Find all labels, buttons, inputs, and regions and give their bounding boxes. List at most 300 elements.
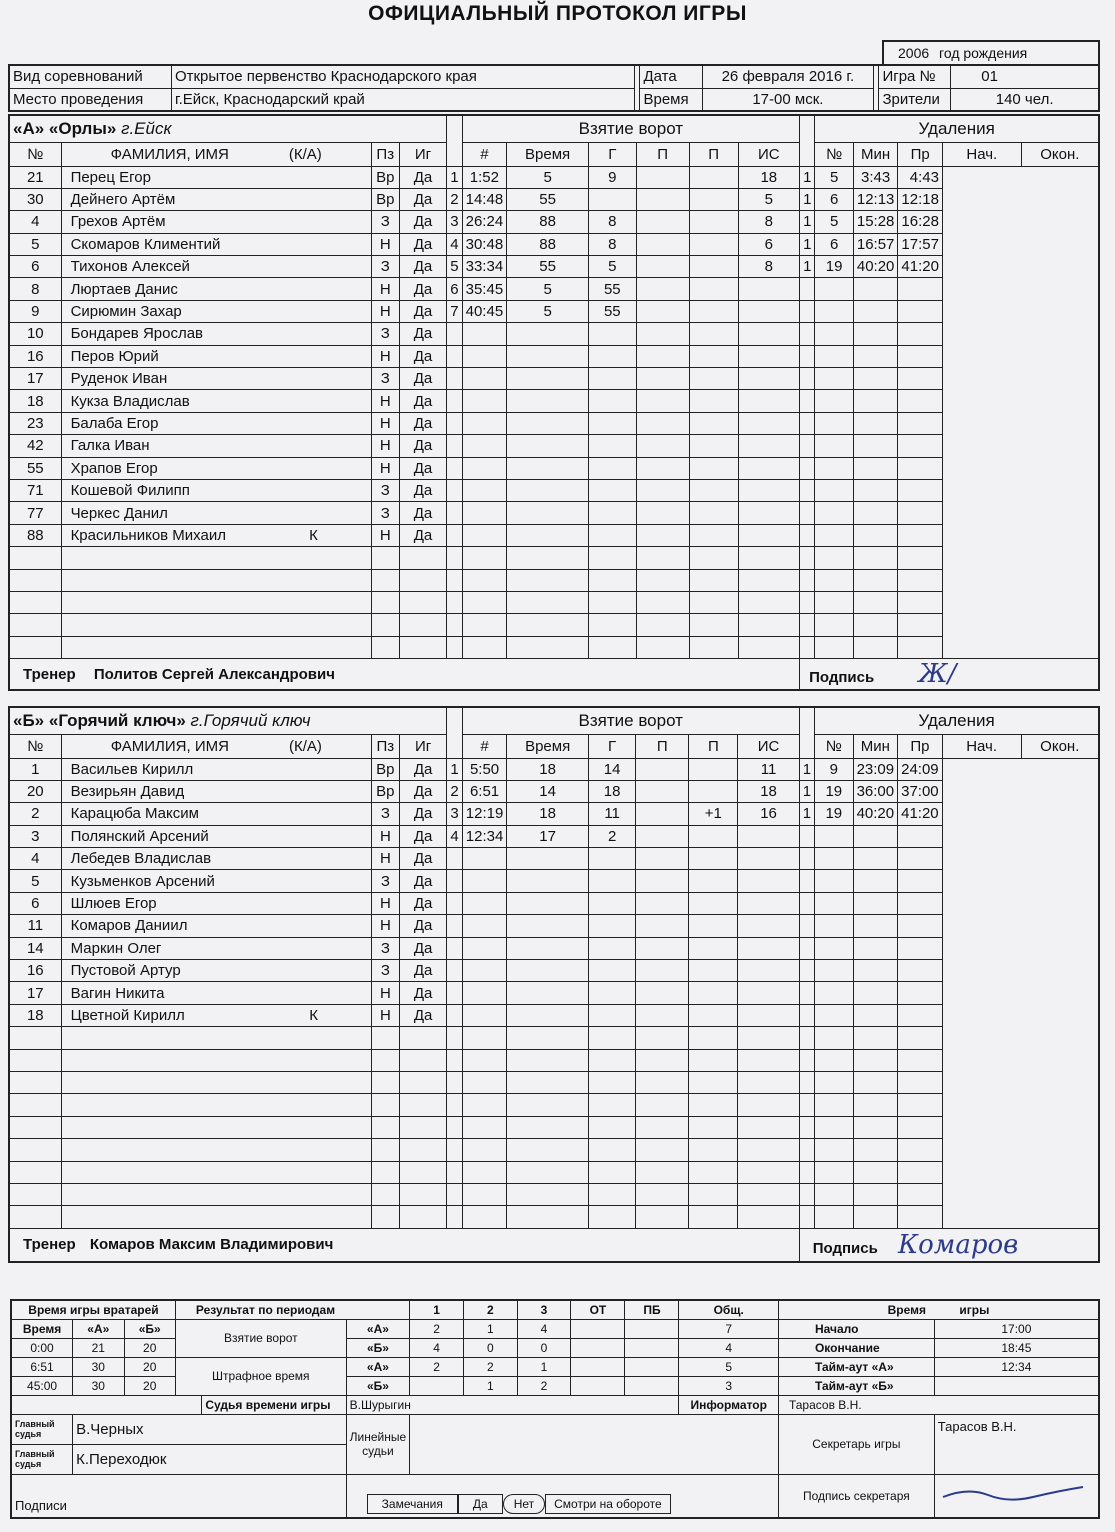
goal-is <box>689 547 738 569</box>
col-name-ka <box>61 734 371 758</box>
col-time: Время <box>507 734 589 758</box>
penalty-no <box>738 300 800 322</box>
team-a-prefix: «А» <box>13 118 45 138</box>
goal-is <box>689 780 738 802</box>
penalty-min <box>799 825 814 847</box>
goal-assist-2 <box>636 300 689 322</box>
penalty-reason <box>815 457 853 479</box>
header-table <box>8 64 1100 112</box>
player-no <box>9 591 61 613</box>
goal-num <box>447 960 462 982</box>
spacer <box>799 707 814 758</box>
penalty-start <box>853 502 898 524</box>
player-no: 55 <box>9 457 61 479</box>
player-played: Да <box>399 256 447 278</box>
table-row <box>9 848 1099 870</box>
player-no: 71 <box>9 479 61 501</box>
goal-assist-2 <box>636 1094 689 1116</box>
remarks-label: Замечания <box>367 1494 458 1514</box>
penalty-start <box>853 457 898 479</box>
player-pos <box>371 1094 399 1116</box>
game-time-label <box>778 1300 1099 1319</box>
penalty-no <box>738 848 799 870</box>
goal-is <box>689 569 738 591</box>
player-name <box>61 937 371 959</box>
goal-assist-1: 14 <box>588 758 635 780</box>
goal-time <box>462 960 507 982</box>
penalty-start <box>853 848 898 870</box>
player-no: 1 <box>9 758 61 780</box>
penalty-reason <box>815 1116 854 1138</box>
goal-num <box>447 435 462 457</box>
goal-time: 33:34 <box>462 256 507 278</box>
goal-time <box>462 502 507 524</box>
table-row <box>9 591 1099 613</box>
table-row <box>9 1139 1099 1161</box>
goal-assist-2 <box>636 614 689 636</box>
player-name <box>61 1183 371 1205</box>
informer-value: Тарасов В.Н. <box>778 1395 1099 1414</box>
goal-is <box>689 300 738 322</box>
goal-is <box>689 1027 738 1049</box>
player-played <box>399 1206 447 1228</box>
goal-assist-2 <box>636 345 689 367</box>
penalty-min <box>799 982 814 1004</box>
penalty-end <box>898 323 943 345</box>
player-name-text: Кукза Владислав <box>70 392 190 410</box>
penalty-min <box>799 1049 814 1071</box>
goal-num <box>447 390 462 412</box>
penalty-reason <box>815 435 853 457</box>
team-b-signature: Комаров <box>898 1229 1019 1260</box>
pen-a-ot <box>571 1357 625 1376</box>
penalty-end <box>898 412 943 434</box>
game-time-label-1: Время <box>887 1302 927 1317</box>
pen-b-2: 1 <box>463 1376 517 1395</box>
player-no: 6 <box>9 256 61 278</box>
player-pos: Н <box>371 457 399 479</box>
player-played: Да <box>399 435 447 457</box>
competition-value: Открытое первенство Краснодарского края <box>171 65 634 88</box>
table-row <box>9 256 1099 278</box>
penalty-start <box>853 614 898 636</box>
goal-assist-1 <box>589 479 637 501</box>
goal-time <box>462 982 507 1004</box>
goal-scorer: 5 <box>507 278 589 300</box>
goal-assist-2 <box>636 166 689 188</box>
goal-assist-2 <box>636 1004 689 1026</box>
penalty-min <box>800 412 815 434</box>
player-name-text: Комаров Даниил <box>70 917 188 935</box>
penalty-end <box>898 345 943 367</box>
player-no: 10 <box>9 323 61 345</box>
penalty-reason: 5 <box>815 166 853 188</box>
player-pos: Вр <box>371 758 399 780</box>
player-played <box>399 614 447 636</box>
start-label: Начало <box>778 1319 934 1338</box>
table-row <box>9 870 1099 892</box>
penalty-min <box>800 323 815 345</box>
goal-assist-1 <box>589 547 637 569</box>
player-no: 14 <box>9 937 61 959</box>
goal-assist-2 <box>636 188 689 210</box>
team-a-table <box>8 114 1100 691</box>
goal-time <box>462 1161 507 1183</box>
period-col-total: Общ. <box>679 1300 778 1319</box>
player-no: 88 <box>9 524 61 546</box>
penalty-no: 18 <box>738 780 799 802</box>
goal-num <box>447 892 462 914</box>
goal-is <box>689 1094 738 1116</box>
goal-assist-1 <box>589 323 637 345</box>
table-row <box>9 892 1099 914</box>
penalty-reason <box>815 614 853 636</box>
goal-is <box>689 1206 738 1228</box>
penalty-no <box>738 892 799 914</box>
penalty-reason <box>815 502 853 524</box>
player-pos <box>371 614 399 636</box>
goalie-row-1-b: 20 <box>124 1338 175 1357</box>
penalty-min: 1 <box>799 803 814 825</box>
goal-is <box>689 870 738 892</box>
player-name-text: Скомаров Климентий <box>70 235 221 253</box>
penalty-start: 36:00 <box>853 780 898 802</box>
player-no <box>9 614 61 636</box>
player-name-text: Васильев Кирилл <box>70 760 194 778</box>
player-played: Да <box>399 524 447 546</box>
penalty-reason <box>815 591 853 613</box>
goal-num <box>447 870 462 892</box>
col-end: Окон. <box>1021 734 1099 758</box>
goal-scorer <box>507 1161 589 1183</box>
goal-assist-1 <box>588 1027 635 1049</box>
col-end: Окон. <box>1021 142 1099 166</box>
player-no <box>9 1183 61 1205</box>
goal-assist-2 <box>636 1206 689 1228</box>
player-played: Да <box>399 848 447 870</box>
penalty-min <box>800 502 815 524</box>
player-played: Да <box>399 412 447 434</box>
player-name-text: Вагин Никита <box>70 984 165 1002</box>
goal-num: 7 <box>447 300 462 322</box>
penalty-start <box>853 278 898 300</box>
goal-is <box>689 1183 738 1205</box>
player-pos: Н <box>371 915 399 937</box>
goal-assist-1: 18 <box>588 780 635 802</box>
goal-num <box>447 1094 462 1116</box>
goal-time: 30:48 <box>462 233 507 255</box>
timeout-a-value: 12:34 <box>934 1357 1099 1376</box>
player-played <box>399 569 447 591</box>
player-played <box>399 1094 447 1116</box>
goal-assist-1 <box>588 1094 635 1116</box>
goal-scorer <box>507 915 589 937</box>
player-name <box>61 188 371 210</box>
goal-time <box>462 524 507 546</box>
goal-time: 14:48 <box>462 188 507 210</box>
penalty-end <box>898 1094 943 1116</box>
penalty-start <box>853 636 898 658</box>
goalie-row-2-b: 20 <box>124 1357 175 1376</box>
player-pos: Н <box>371 435 399 457</box>
team-b-short: «Б» <box>346 1376 410 1395</box>
goal-is <box>689 1049 738 1071</box>
player-played: Да <box>399 937 447 959</box>
player-name <box>61 780 371 802</box>
timekeeper-value: В.Шурыгин <box>346 1395 679 1414</box>
goal-time <box>462 457 507 479</box>
player-played: Да <box>399 390 447 412</box>
table-row <box>9 982 1099 1004</box>
goal-scorer <box>507 569 589 591</box>
goal-assist-2 <box>636 892 689 914</box>
team-b-city: г.Горячий ключ <box>190 710 311 730</box>
penalty-end <box>898 825 943 847</box>
player-played: Да <box>399 300 447 322</box>
player-pos: Н <box>371 982 399 1004</box>
goal-num <box>447 1161 462 1183</box>
penalty-no <box>738 591 800 613</box>
period-col-1: 1 <box>410 1300 464 1319</box>
goal-is <box>689 479 738 501</box>
team-a-city: г.Ейск <box>121 118 172 138</box>
goal-assist-1 <box>589 435 637 457</box>
penalty-start <box>853 479 898 501</box>
goal-assist-1 <box>588 1161 635 1183</box>
signatures-label: Подписи <box>11 1474 346 1518</box>
penalty-end <box>898 547 943 569</box>
col-reason: Пр <box>898 142 943 166</box>
player-name <box>61 547 371 569</box>
goal-assist-2 <box>636 547 689 569</box>
goal-is <box>689 188 738 210</box>
player-played <box>399 591 447 613</box>
penalty-end <box>898 569 943 591</box>
goal-time <box>462 636 507 658</box>
penalty-no <box>738 614 800 636</box>
team-b-name: «Горячий ключ» <box>48 710 186 730</box>
player-played <box>399 1116 447 1138</box>
goal-num: 4 <box>447 233 462 255</box>
penalty-start <box>853 1139 898 1161</box>
pen-b-ot <box>571 1376 625 1395</box>
spacer <box>447 115 462 166</box>
player-name <box>61 435 371 457</box>
goal-scorer: 18 <box>507 803 589 825</box>
goal-time: 5:50 <box>462 758 507 780</box>
goal-scorer: 55 <box>507 256 589 278</box>
penalty-reason <box>815 1004 854 1026</box>
goal-num <box>447 547 462 569</box>
period-col-3: 3 <box>517 1300 571 1319</box>
table-row <box>9 345 1099 367</box>
player-pos: Н <box>371 412 399 434</box>
goal-assist-1 <box>588 1049 635 1071</box>
goal-assist-2 <box>636 278 689 300</box>
goal-num <box>447 1071 462 1093</box>
penalty-start <box>853 915 898 937</box>
informer-label: Информатор <box>679 1395 778 1414</box>
penalty-start <box>853 1183 898 1205</box>
goals-b-total: 4 <box>679 1338 778 1357</box>
penalty-reason: 9 <box>815 758 854 780</box>
spacer <box>11 1395 202 1414</box>
penalty-reason <box>815 1071 854 1093</box>
col-p2: П <box>689 142 738 166</box>
penalty-no <box>738 1049 799 1071</box>
penalty-end: 12:18 <box>898 188 943 210</box>
table-row <box>9 1049 1099 1071</box>
table-row <box>9 211 1099 233</box>
goal-num <box>447 915 462 937</box>
player-name <box>61 825 371 847</box>
player-name <box>61 1071 371 1093</box>
goals-b-pb <box>625 1338 679 1357</box>
penalty-min <box>800 345 815 367</box>
goal-assist-2 <box>636 960 689 982</box>
pen-b-3: 2 <box>517 1376 571 1395</box>
penalty-start: 15:28 <box>853 211 898 233</box>
team-b-coach: Комаров Максим Владимирович <box>89 1236 334 1254</box>
penalty-min <box>800 569 815 591</box>
penalty-no <box>738 1094 799 1116</box>
penalty-min <box>799 1161 814 1183</box>
penalty-no: 8 <box>738 256 800 278</box>
goal-assist-1 <box>589 569 637 591</box>
penalty-time-row-label: Штрафное время <box>175 1357 346 1395</box>
player-no <box>9 569 61 591</box>
table-row <box>9 479 1099 501</box>
penalty-no <box>738 368 800 390</box>
goal-scorer <box>507 390 589 412</box>
player-name <box>61 345 371 367</box>
penalty-reason <box>815 960 854 982</box>
table-row <box>9 1071 1099 1093</box>
signature-label: Подпись <box>812 1239 878 1257</box>
goal-is <box>689 614 738 636</box>
goal-assist-2 <box>636 982 689 1004</box>
goal-num <box>447 1027 462 1049</box>
team-b-short: «Б» <box>346 1338 410 1357</box>
goal-is <box>689 1071 738 1093</box>
player-no: 4 <box>9 848 61 870</box>
goal-time: 35:45 <box>462 278 507 300</box>
penalty-no <box>738 1206 799 1228</box>
player-no <box>9 1206 61 1228</box>
player-pos: Вр <box>371 166 399 188</box>
goal-assist-1 <box>589 345 637 367</box>
spectators-label: Зрители <box>879 88 951 111</box>
goal-assist-2 <box>636 502 689 524</box>
col-played: Иг <box>399 734 447 758</box>
penalty-no: 16 <box>738 803 799 825</box>
player-name-text: Черкес Данил <box>70 504 168 522</box>
goal-assist-1: 9 <box>589 166 637 188</box>
penalty-start <box>853 1116 898 1138</box>
table-row <box>9 233 1099 255</box>
penalty-reason: 5 <box>815 211 853 233</box>
penalty-reason <box>815 1049 854 1071</box>
player-pos: Н <box>371 825 399 847</box>
penalty-end <box>898 1161 943 1183</box>
player-captain-mark: К <box>309 1006 318 1024</box>
goal-scorer <box>507 1183 589 1205</box>
secretary-sign-label: Подпись секретаря <box>778 1474 934 1518</box>
goal-time <box>462 1027 507 1049</box>
col-g: Г <box>588 734 635 758</box>
goal-scorer <box>507 412 589 434</box>
penalty-end: 24:09 <box>898 758 943 780</box>
goal-assist-1 <box>589 591 637 613</box>
goal-scorer: 55 <box>507 188 589 210</box>
penalty-end <box>898 502 943 524</box>
goal-num: 3 <box>447 803 462 825</box>
goal-is <box>689 1139 738 1161</box>
goals-b-1: 4 <box>410 1338 464 1357</box>
player-no: 16 <box>9 960 61 982</box>
goal-time <box>462 614 507 636</box>
penalty-no: 5 <box>738 188 800 210</box>
penalty-min <box>799 1206 814 1228</box>
goal-num: 1 <box>447 758 462 780</box>
player-played <box>399 1071 447 1093</box>
player-pos <box>371 1071 399 1093</box>
penalty-end <box>898 982 943 1004</box>
player-name <box>61 211 371 233</box>
goal-num <box>447 1206 462 1228</box>
player-played: Да <box>399 479 447 501</box>
goal-assist-2 <box>636 390 689 412</box>
goal-is: +1 <box>689 803 738 825</box>
penalty-min <box>799 1071 814 1093</box>
col-min: Мин <box>853 142 898 166</box>
goal-assist-2 <box>636 233 689 255</box>
team-a-goals-title: Взятие ворот <box>462 115 799 142</box>
goalie-col-a: «А» <box>73 1319 124 1338</box>
col-is: ИС <box>738 142 800 166</box>
team-b-signature-row <box>799 1228 1099 1262</box>
col-min: Мин <box>853 734 898 758</box>
penalty-min <box>799 915 814 937</box>
coach-label: Тренер <box>23 1236 76 1254</box>
goal-is <box>689 937 738 959</box>
penalty-no <box>738 870 799 892</box>
penalty-no <box>738 937 799 959</box>
goal-scorer: 5 <box>507 300 589 322</box>
player-pos: З <box>371 256 399 278</box>
goal-assist-1 <box>588 915 635 937</box>
player-played: Да <box>399 982 447 1004</box>
penalty-no <box>738 960 799 982</box>
goal-time <box>462 915 507 937</box>
goal-num <box>447 1004 462 1026</box>
player-name <box>61 1206 371 1228</box>
penalty-min <box>800 390 815 412</box>
goal-is <box>689 636 738 658</box>
goal-time <box>462 345 507 367</box>
col-start: Нач. <box>942 734 1021 758</box>
penalty-start: 3:43 <box>853 166 898 188</box>
goal-assist-1 <box>589 188 637 210</box>
penalty-start <box>853 368 898 390</box>
player-name <box>61 1094 371 1116</box>
penalty-no <box>738 457 800 479</box>
goal-assist-2 <box>636 825 689 847</box>
col-pos: Пз <box>371 734 399 758</box>
timeout-b-value <box>934 1376 1099 1395</box>
penalty-reason: 6 <box>815 233 853 255</box>
player-pos <box>371 569 399 591</box>
